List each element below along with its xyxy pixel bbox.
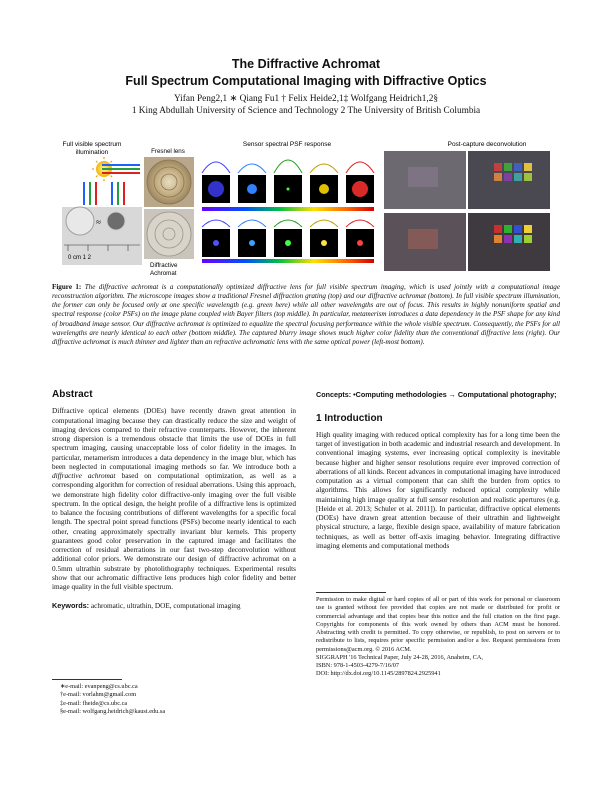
- achromat-ring-1: [147, 212, 191, 256]
- footnote-rule: [52, 679, 122, 680]
- label-diffractive: Diffractive: [150, 262, 178, 269]
- footnote-email-4: §e-mail: wolfgang.heidrich@kaust.edu.sa: [60, 707, 166, 715]
- figure-caption-text: The diffractive achromat is a computationally optimized diffractive lens for full visible spectrum imaging, which is used jointly with a computational image reconstruction algorithm. The microscope images show a traditional Fresnel diffraction grating (top) and our diffractive achromat (bottom). In full visible spectrum illumination, the former can only be focused only at one specific wavelength (e.g. green here) while all other wavelengths are out of focus. This results in highly nonuniform spatial and spectral response (color PSFs) on the image plane coupled with Bayer filters (top middle). In particular, metamerism introduces a data dependency in the PSF shape for any kind of broadband image sensor. Our diffractive achromat is optimized to equalize the spectral focusing performance within the whole visible spectrum. Consequently, the PSFs for all wavelengths are nearly identical to each other (bottom middle). The captured blurry image shows much higher color fidelity than the conventional diffractive lens (right). Our diffractive achromat is much thinner and lighter than an refractive achromatic lens with the same optical power (left-most bottom).: [52, 283, 560, 346]
- introduction-heading: 1 Introduction: [316, 412, 383, 424]
- keywords: [52, 601, 296, 611]
- author-affiliations: 1 King Abdullah University of Science and Technology 2 The University of British Columbia: [131, 106, 481, 116]
- ccs-concepts: Concepts: •Computing methodologies → Computational photography;: [316, 390, 557, 399]
- authors-block: [0, 93, 612, 117]
- doi: DOI: http://dx.doi.org/10.1145/2897824.2925941: [316, 670, 441, 678]
- title-line-1: The Diffractive Achromat: [231, 57, 381, 71]
- permissions-block: [316, 596, 560, 679]
- author-email-footnotes: [60, 683, 165, 716]
- abstract-emphasis: diffractive achromat: [52, 472, 116, 480]
- approx-symbol: ≈: [96, 217, 101, 227]
- footnote-email-3: ‡e-mail: fheide@cs.ubc.ca: [60, 699, 128, 707]
- introduction-text: High quality imaging with reduced optical complexity has for a long time been the target of investigation in both academic and industrial research and development. In conventional imaging systems, ever increasing optical complexity is inevitable because higher and higher sensor resolutions require ever improved correction of aberrations of all kinds. Recent advances in computational imaging have introduced computation as a virtual component that can shift the burden from optics to algorithms. This allows for significantly reduced optical complexity while maintaining high image quality at full sensor resolution and realistic apertures (e.g. [Heide et al. 2013; Schuler et al. 2011]). In particular, diffractive optical elements (DOEs) have drawn great attention because of their ultrathin and lightweight physical structure, a large, flexible design space, availability of mature fabrication techniques, as well as better off-axis imaging behavior. Integrating diffractive imaging elements and computational methods: [316, 430, 560, 550]
- left-column: [52, 390, 296, 612]
- isbn: ISBN: 978-1-4503-4279-7/16/07: [316, 662, 400, 669]
- abstract-text: [52, 407, 296, 592]
- title-line-2: Full Spectrum Computational Imaging with Diffractive Optics: [125, 74, 487, 88]
- diffractive-lens: [107, 212, 125, 230]
- teaser-figure: [62, 137, 552, 279]
- right-column: [316, 390, 560, 551]
- psf-bottom-row: [202, 220, 374, 257]
- label-fresnel-lens: Fresnel lens: [151, 148, 185, 155]
- label-full-spectrum: Full visible spectrum: [62, 141, 122, 148]
- spectrum-bar-top: [202, 207, 374, 211]
- teaser-figure-graphic: [62, 137, 552, 279]
- abstract-text-part-2: based on computational optimization, as well as a corresponding algorithm for correction of residual aberrations. Using this approach, we demonstrate high fidelity color diffractive-only imaging over the full visible spectrum. In the optical design, the height profile of a diffractive lens is optimized to balance the focusing contributions of different wavelengths for a specific focal length. The spectral point spread functions (PSFs) become nearly identical to each other, creating approximately spectrally invariant blur kernels. This property guarantees good color preservation in the captured image and facilitates the correction of residual aberrations in our fast two-step deconvolution without additional color priors. We demonstrate our design of diffractive achromat on a 0.5mm ultrathin substrate by photolithography techniques. Experimental results show that our achromatic diffractive lens produces high color fidelity and better image quality in the full visible spectrum.: [52, 472, 296, 591]
- label-illumination: illumination: [75, 149, 109, 156]
- keywords-text: achromatic, ultrathin, DOE, computational imaging: [90, 602, 241, 611]
- paper-title: [0, 56, 612, 90]
- author-names: Yifan Peng2,1 ∗ Qiang Fu1 † Felix Heide2,1‡ Wolfgang Heidrich1,2§: [173, 94, 439, 104]
- footnote-email-1: ∗e-mail: evanpeng@cs.ubc.ca: [60, 683, 138, 690]
- spectrum-bar-bottom: [202, 259, 374, 263]
- label-psf-response: Sensor spectral PSF response: [242, 141, 332, 148]
- figure-label: Figure 1:: [52, 283, 82, 291]
- permissions-text: Permission to make digital or hard copies of all or part of this work for personal or classroom use is granted without fee provided that copies are not made or distributed for profit or commercial advantage and that copies bear this notice and the full citation on the first page. Copyrights for components of this work owned by others than ACM must be honored. Abstracting with credit is permitted. To copy otherwise, or republish, to post on servers or to redistribute to lists, requires prior specific permission and/or a fee. Request permissions from permissions@acm.org. © 2016 ACM.: [316, 596, 560, 653]
- label-deconvolution: Post-capture deconvolution: [447, 141, 527, 148]
- ruler-labels: 0 cm 1 2: [68, 255, 92, 261]
- label-achromat: Achromat: [150, 270, 177, 277]
- conference-info: SIGGRAPH '16 Technical Paper, July 24-28, 2016, Anaheim, CA,: [316, 653, 484, 661]
- permission-rule: [316, 592, 386, 593]
- refractive-lens: [66, 207, 94, 235]
- abstract-text-part-1: Diffractive optical elements (DOEs) have recently drawn great attention in computational imaging because they can drastically reduce the size and weight of imaging devices compared to their refractive counterparts. However, the inherent strong dispersion is a tremendous obstacle that limits the use of DOEs in full spectrum imaging, causing unacceptable loss of color fidelity in the images. In particular, metamerism introduces a data dependency in the image blur, which has been neglected in computational imaging methods so far. We introduce both a: [52, 407, 296, 471]
- figure-caption: [52, 283, 560, 347]
- keywords-label: Keywords:: [52, 601, 90, 611]
- footnote-email-2: †e-mail: vorlahm@gmail.com: [60, 691, 137, 699]
- abstract-heading: Abstract: [52, 389, 93, 400]
